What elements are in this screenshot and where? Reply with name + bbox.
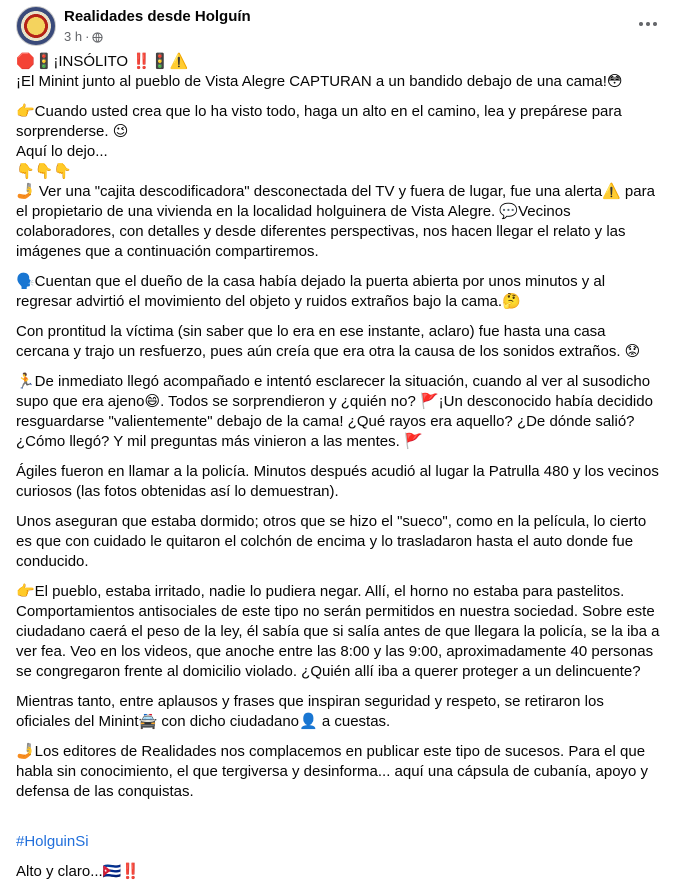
page-name[interactable]: Realidades desde Holguín xyxy=(64,8,251,25)
post-paragraph: Unos aseguran que estaba dormido; otros que se hizo el "sueco", como en la película, lo cierto es que con cuidado le quitaron el colchón de encima y lo trasladaron hasta el auto donde fue conducido. xyxy=(16,513,647,570)
page-avatar[interactable] xyxy=(16,6,56,46)
post-header xyxy=(16,4,666,48)
post-paragraph: 🏃De inmediato llegó acompañado e intentó esclarecer la situación, cuando al ver al susodicho supo que era ajeno😄. Todos se sorprendieron y ¿quién no? 🚩¡Un desconocido había decidido resguardarse "valientemente" debajo de la cama! ¿Qué rayos era aquello? ¿De dónde salió? ¿Cómo llegó? Y mil preguntas más vinieron a las mentes. 🚩 xyxy=(16,373,653,450)
closing-line: Alto y claro...🇨🇺‼️ xyxy=(16,863,141,880)
post-timestamp[interactable]: 3 h xyxy=(64,29,83,44)
globe-icon xyxy=(92,32,103,43)
post-paragraph: 👉El pueblo, estaba irritado, nadie lo pudiera negar. Allí, el horno no estaba para pastelitos. Comportamientos antisociales de este tipo no serán permitidos en nuestra sociedad. Sobre este ciudadano caerá el peso de la ley, él sabía que si salía antes de que llegara la policía, se la iba a ver fea. Veo en los videos, que anoche entre las 8:00 y las 9:00, aproximadamente 40 personas se congregaron frente al domicilio violado. ¿Quién allí iba a querer proteger a un delincuente? xyxy=(16,583,660,680)
post-paragraph: Ágiles fueron en llamar a la policía. Minutos después acudió al lugar la Patrulla 480 y los vecinos curiosos (las fotos obtenidas así lo demuestran). xyxy=(16,463,659,500)
post-paragraph: Mientras tanto, entre aplausos y frases que inspiran seguridad y respeto, se retiraron los oficiales del Minint🚔 con dicho ciudadano👤 a cuestas. xyxy=(16,693,604,730)
post-paragraph: 🗣️Cuentan que el dueño de la casa había dejado la puerta abierta por unos minutos y al regresar advirtió el movimiento del objeto y ruidos extraños bajo la cama.🤔 xyxy=(16,273,606,310)
post-paragraph: 👉Cuando usted crea que lo ha visto todo, haga un alto en el camino, lea y prepárese para sorprenderse. 😉 Aquí lo dejo... 👇👇👇 🤳 Ver una "cajita descodificadora" desconectada del TV y fuera de lugar, fue una alerta⚠️ para el propietario de una vivienda en la localidad holguinera de Vista Alegre. 💬Vecinos colaboradores, con detalles y desde diferentes perspectivas, nos hacen llegar el relato y las imágenes que a continuación compartiremos. xyxy=(16,103,655,260)
post-paragraph: 🤳Los editores de Realidades nos complacemos en publicar este tipo de sucesos. Para el que habla sin conocimiento, el que tergiversa y desinforma... aquí una cápsula de cubanía, apoyo y defensa de las conquistas. xyxy=(16,743,649,800)
meta-separator: · xyxy=(85,29,90,44)
post-paragraph: 🛑🚦¡INSÓLITO ‼️🚦⚠️ ¡El Minint junto al pueblo de Vista Alegre CAPTURAN a un bandido debajo de una cama!😳 xyxy=(16,53,623,90)
post-body xyxy=(16,52,662,892)
more-options-icon[interactable] xyxy=(634,14,662,34)
post-paragraph: Con prontitud la víctima (sin saber que lo era en ese instante, aclaro) fue hasta una casa cercana y trajo un resfuerzo, pues aún creía que era otra la causa de los sonidos extraños. 😟 xyxy=(16,323,641,360)
hashtag-line xyxy=(16,812,662,852)
hashtag-link[interactable]: #HolguinSi xyxy=(16,833,89,850)
post-meta xyxy=(64,29,103,45)
